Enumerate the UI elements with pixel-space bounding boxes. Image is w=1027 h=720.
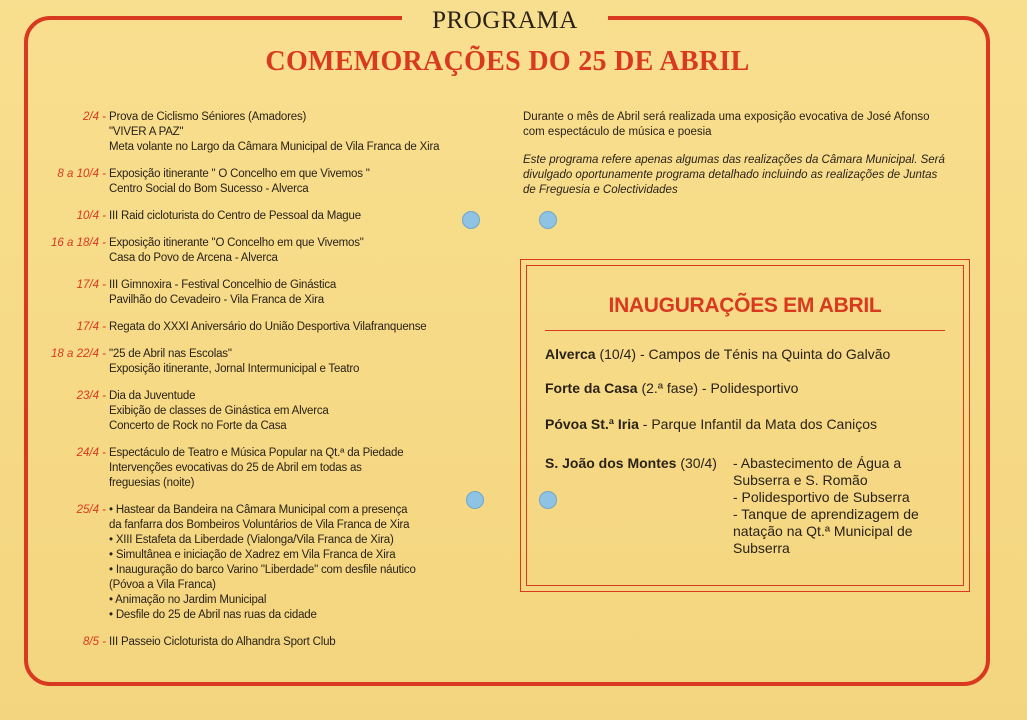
entry-line: Intervenções evocativas do 25 de Abril em todas as [109,462,362,474]
entry-description [109,347,500,377]
main-heading: COMEMORAÇÕES DO 25 DE ABRIL [265,46,750,77]
entry-description [109,446,500,491]
entry-line: Exposição itinerante "O Concelho em que Vivemos" [109,237,364,249]
entry-date: 17/4 - [76,321,106,333]
entry-date: 18 a 22/4 - [51,348,106,360]
inauguracao-forte-da-casa: Forte da Casa (2.ª fase) - Polidesportivo [545,380,799,396]
punch-hole [462,211,480,229]
entry-line: Casa do Povo de Arcena - Alverca [109,252,278,264]
schedule-list [40,110,500,662]
entry-line: Regata do XXXI Aniversário do União Desportiva Vilafranquense [109,321,427,333]
entry-line: Exposição itinerante " O Concelho em que Vivemos " [109,168,370,180]
entry-description [109,167,500,197]
entry-date: 24/4 - [76,447,106,459]
entry-line: Exibição de classes de Ginástica em Alverca [109,405,329,417]
inauguracao-alverca: Alverca (10/4) - Campos de Ténis na Quinta do Galvão [545,346,891,362]
entry-date: 2/4 - [82,111,106,123]
entry-line: da fanfarra dos Bombeiros Voluntários de Vila Franca de Xira [109,519,410,531]
entry-line: Pavilhão do Cevadeiro - Vila Franca de Xira [109,294,324,306]
entry-line: "VIVER A PAZ" [109,126,184,138]
schedule-entry [40,446,500,491]
schedule-entry [40,320,500,335]
entry-line: III Passeio Cicloturista do Alhandra Sport Club [109,636,336,648]
entry-description [109,389,500,434]
entry-line: Exposição itinerante, Jornal Intermunicipal e Teatro [109,363,360,375]
entry-line: • Simultânea e iniciação de Xadrez em Vila Franca de Xira [109,549,396,561]
entry-line: III Gimnoxira - Festival Concelhio de Ginástica [109,279,337,291]
sao-joao-detail-line: - Tanque de aprendizagem de [733,506,919,522]
program-title: PROGRAMA [402,4,608,38]
right-column-text [523,110,983,211]
schedule-entry [40,278,500,308]
inauguracoes-divider [545,330,945,331]
sao-joao-detail-line: - Polidesportivo de Subserra [733,489,910,505]
sao-joao-detail-line: natação na Qt.ª Municipal de [733,523,913,539]
inauguracao-povoa: Póvoa St.ª Iria - Parque Infantil da Mata dos Caniços [545,416,878,432]
inauguracoes-box [520,259,970,592]
intro-line: com espectáculo de música e poesia [523,126,712,138]
program-note [523,153,983,198]
entry-line: (Póvoa a Vila Franca) [109,579,216,591]
entry-date: 10/4 - [76,210,106,222]
schedule-entry [40,209,500,224]
schedule-entry [40,236,500,266]
entry-description [109,635,500,650]
schedule-entry [40,167,500,197]
intro-line: Durante o mês de Abril será realizada uma exposição evocativa de José Afonso [523,111,930,123]
entry-line: Dia da Juventude [109,390,196,402]
entry-line: freguesias (noite) [109,477,195,489]
entry-line: Prova de Ciclismo Séniores (Amadores) [109,111,307,123]
sao-joao-detail-line: Subserra [733,540,790,556]
entry-line: • XIII Estafeta da Liberdade (Vialonga/Vila Franca de Xira) [109,534,394,546]
entry-date: 25/4 - [76,504,106,516]
entry-date: 8 a 10/4 - [57,168,106,180]
sao-joao-detail-line: Subserra e S. Romão [733,472,868,488]
inauguracao-sao-joao: S. João dos Montes (30/4) [545,455,717,471]
schedule-entry [40,347,500,377]
schedule-entry [40,503,500,623]
inauguracoes-title: INAUGURAÇÕES EM ABRIL [608,294,882,317]
punch-hole [539,211,557,229]
note-line: divulgado oportunamente programa detalhado incluindo as realizações de Juntas [523,169,938,181]
note-line: Este programa refere apenas algumas das realizações da Câmara Municipal. Será [523,154,945,166]
exhibition-intro [523,110,983,140]
inauguracoes-inner-border [526,265,964,586]
entry-line: Centro Social do Bom Sucesso - Alverca [109,183,309,195]
entry-line: • Desfile do 25 de Abril nas ruas da cidade [109,609,317,621]
entry-line: III Raid cicloturista do Centro de Pessoal da Mague [109,210,361,222]
entry-date: 23/4 - [76,390,106,402]
entry-description [109,320,500,335]
note-line: de Freguesia e Colectividades [523,184,678,196]
entry-line: Concerto de Rock no Forte da Casa [109,420,287,432]
entry-line: Meta volante no Largo da Câmara Municipal de Vila Franca de Xira [109,141,440,153]
entry-date: 17/4 - [76,279,106,291]
entry-line: "25 de Abril nas Escolas" [109,348,232,360]
sao-joao-detail-line: - Abastecimento de Água a [733,455,902,471]
entry-line: • Hastear da Bandeira na Câmara Municipal com a presença [109,504,408,516]
punch-hole [466,491,484,509]
entry-date: 8/5 - [82,636,106,648]
entry-description [109,209,500,224]
entry-line: • Inauguração do barco Varino "Liberdade" com desfile náutico [109,564,416,576]
entry-line: • Animação no Jardim Municipal [109,594,267,606]
schedule-entry [40,389,500,434]
sao-joao-details [733,455,919,557]
entry-description [109,503,500,623]
entry-date: 16 a 18/4 - [51,237,106,249]
schedule-entry [40,635,500,650]
entry-description [109,110,500,155]
entry-line: Espectáculo de Teatro e Música Popular na Qt.ª da Piedade [109,447,404,459]
entry-description [109,236,500,266]
schedule-entry [40,110,500,155]
entry-description [109,278,500,308]
